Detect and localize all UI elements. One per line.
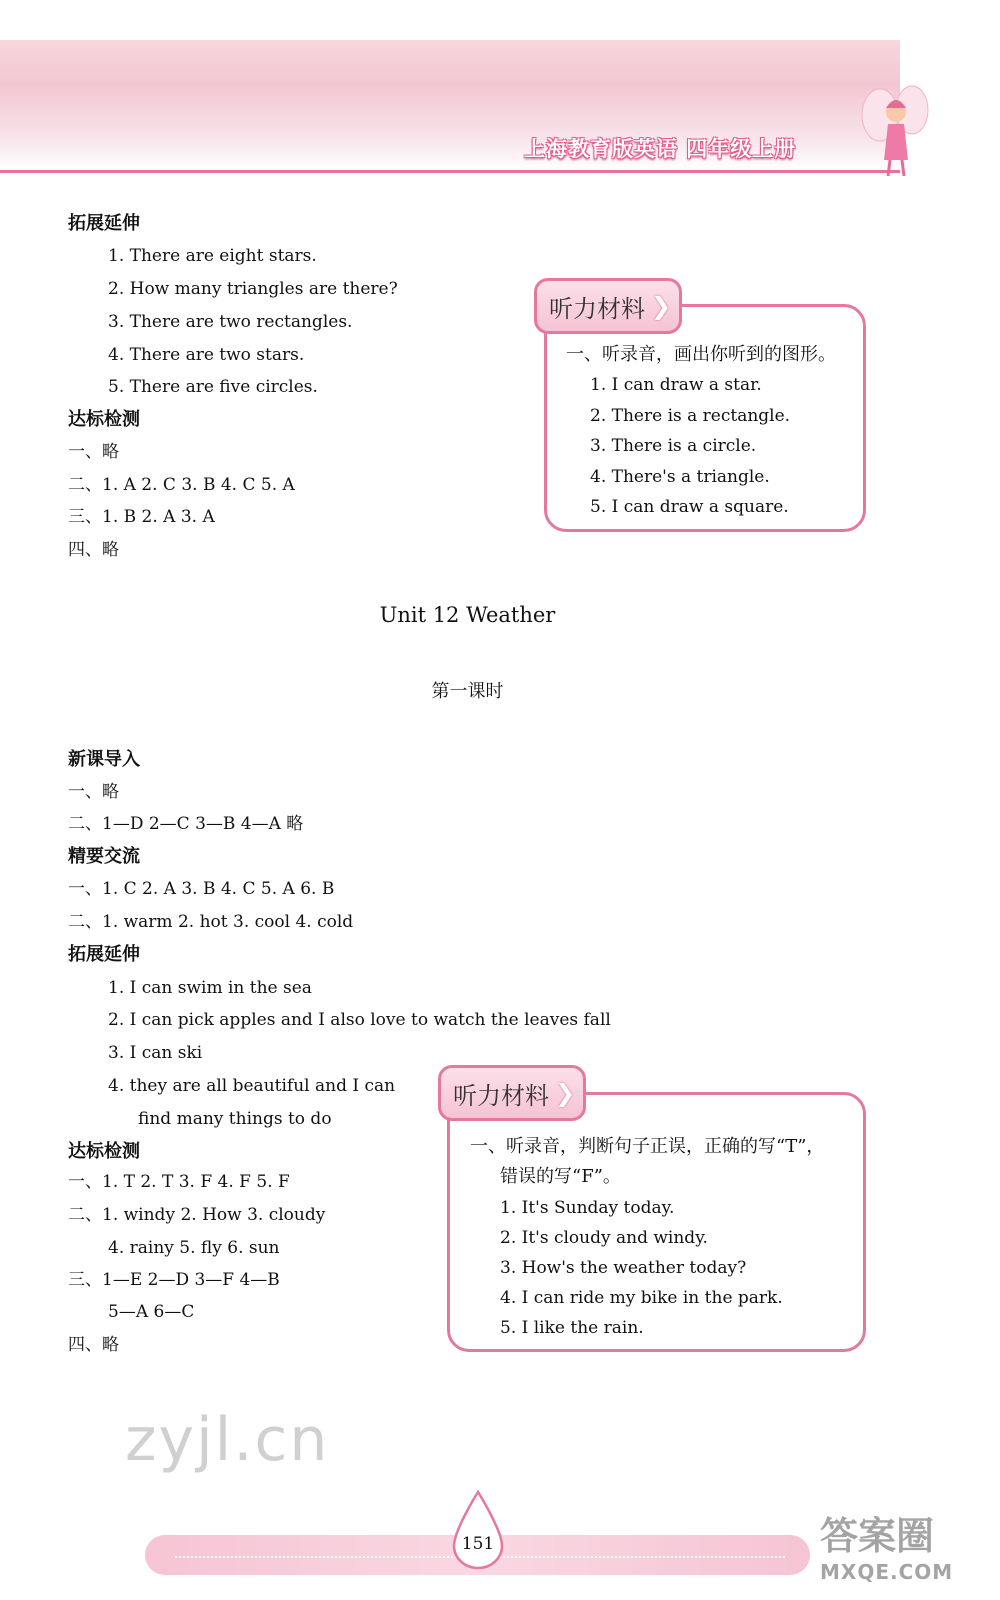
listening-tab-1: [534, 278, 682, 334]
unit-title: Unit 12 Weather: [379, 603, 556, 627]
listening-item: 1. It's Sunday today.: [500, 1198, 675, 1218]
answer-line: 二、1. warm 2. hot 3. cool 4. cold: [68, 912, 354, 932]
listening-instruction: 一、听录音，判断句子正误，正确的写“T”，: [470, 1136, 825, 1157]
lesson-title: 第一课时: [431, 681, 504, 702]
answer-line: 三、1—E 2—D 3—F 4—B: [68, 1270, 280, 1290]
heading-expand-2: 拓展延伸: [68, 944, 140, 965]
list-item: 5. There are five circles.: [108, 377, 318, 397]
answer-line: 5—A 6—C: [108, 1302, 195, 1322]
listening-item: 4. There's a triangle.: [590, 467, 770, 487]
list-item: 3. There are two rectangles.: [108, 312, 353, 332]
answer-line: 一、1. T 2. T 3. F 4. F 5. F: [68, 1172, 290, 1192]
listening-instruction: 一、听录音，画出你听到的图形。: [566, 344, 836, 365]
tab-label: 听力材料: [549, 294, 645, 323]
heading-check-2: 达标检测: [68, 1141, 140, 1162]
listening-item: 5. I like the rain.: [500, 1318, 644, 1338]
answer-line: 一、略: [68, 782, 119, 802]
list-item: 2. I can pick apples and I also love to watch the leaves fall: [108, 1010, 611, 1030]
answer-line: 一、略: [68, 442, 119, 462]
corner-watermark: 答案圈: [820, 1514, 935, 1558]
listening-instruction: 错误的写“F”。: [500, 1166, 621, 1187]
listening-item: 1. I can draw a star.: [590, 375, 762, 395]
answer-line: 三、1. B 2. A 3. A: [68, 507, 215, 527]
answer-line: 二、1. A 2. C 3. B 4. C 5. A: [68, 475, 295, 495]
chevron-right-icon: ❯: [651, 292, 672, 320]
tab-label: 听力材料: [453, 1081, 549, 1110]
heading-intro: 新课导入: [68, 749, 140, 770]
answer-line: 四、略: [68, 1335, 119, 1355]
list-item: find many things to do: [138, 1109, 332, 1129]
heading-expand-1: 拓展延伸: [68, 213, 140, 234]
answer-line: 四、略: [68, 540, 119, 560]
header-divider: [0, 170, 900, 173]
listening-item: 3. There is a circle.: [590, 436, 757, 456]
fairy-icon: [860, 80, 930, 180]
answer-line: 二、1. windy 2. How 3. cloudy: [68, 1205, 326, 1225]
chevron-right-icon: ❯: [555, 1079, 576, 1107]
heading-exchange: 精要交流: [68, 846, 140, 867]
heading-check-1: 达标检测: [68, 409, 140, 430]
page-number-drop-icon: [448, 1490, 508, 1570]
listening-item: 5. I can draw a square.: [590, 497, 789, 517]
list-item: 3. I can ski: [108, 1043, 203, 1063]
listening-item: 4. I can ride my bike in the park.: [500, 1288, 783, 1308]
list-item: 4. they are all beautiful and I can: [108, 1076, 396, 1096]
listening-tab-2: [438, 1065, 586, 1121]
list-item: 1. I can swim in the sea: [108, 978, 312, 998]
answer-line: 一、1. C 2. A 3. B 4. C 5. A 6. B: [68, 879, 335, 899]
listening-item: 2. There is a rectangle.: [590, 406, 791, 426]
list-item: 4. There are two stars.: [108, 345, 305, 365]
answer-line: 4. rainy 5. fly 6. sun: [108, 1238, 280, 1258]
answer-line: 二、1—D 2—C 3—B 4—A 略: [68, 814, 304, 834]
page-number: 151: [461, 1534, 495, 1554]
book-title: 上海教育版英语 四年级上册: [524, 137, 797, 161]
list-item: 1. There are eight stars.: [108, 246, 317, 266]
watermark: zyjl.cn: [125, 1405, 330, 1475]
corner-watermark-url: MXQE.COM: [820, 1560, 954, 1584]
list-item: 2. How many triangles are there?: [108, 279, 398, 299]
listening-item: 2. It's cloudy and windy.: [500, 1228, 708, 1248]
listening-item: 3. How's the weather today?: [500, 1258, 747, 1278]
